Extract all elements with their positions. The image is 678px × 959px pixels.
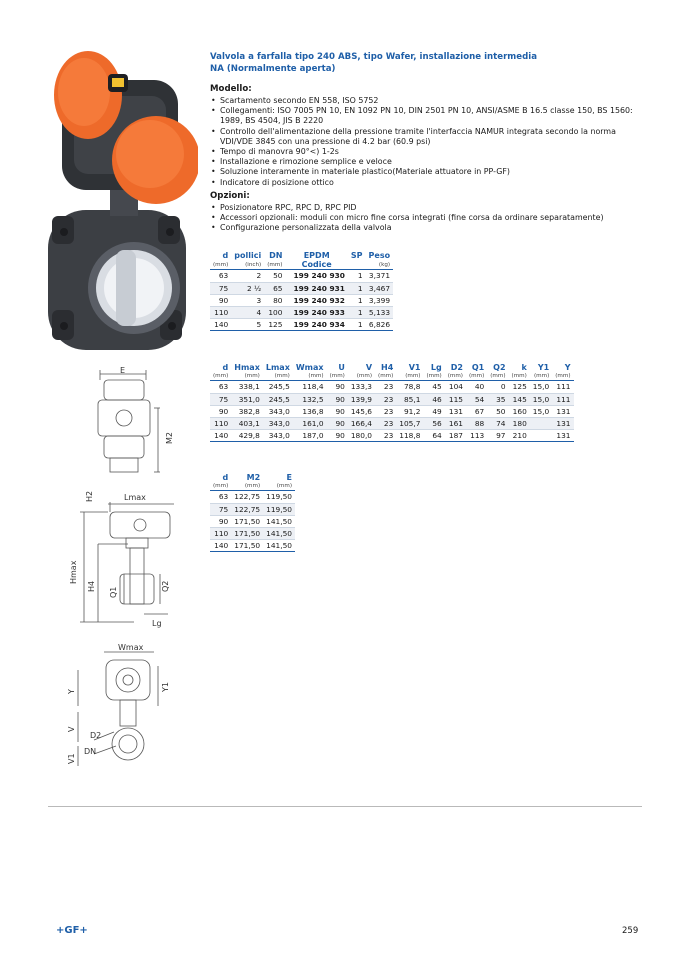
unit-cell: (mm) <box>327 373 348 381</box>
table-cell: 85,1 <box>396 393 423 405</box>
label-H4: H4 <box>87 580 96 592</box>
table-cell: 245,5 <box>263 393 293 405</box>
table-cell: 63 <box>210 381 231 393</box>
table-cell: 119,50 <box>263 503 295 515</box>
column-header: d <box>222 363 229 373</box>
list-item: • Tempo di manovra 90°<) 1-2s <box>210 147 640 157</box>
content-column <box>210 52 640 552</box>
table-cell: 429,8 <box>231 430 263 442</box>
label-DN: DN <box>84 747 97 756</box>
table-cell: 3 <box>231 294 264 306</box>
unit-cell: (mm) <box>210 373 231 381</box>
illustrations-column <box>48 40 198 776</box>
list-item: • Posizionatore RPC, RPC D, RPC PID <box>210 203 640 213</box>
table-cell: 75 <box>210 282 231 294</box>
table-cell: 4 <box>231 307 264 319</box>
table-cell: 111 <box>552 381 573 393</box>
table-cell: 119,50 <box>263 491 295 503</box>
table-cell: 187 <box>445 430 466 442</box>
column-header: SP <box>350 251 363 261</box>
table-cell: 50 <box>264 270 285 282</box>
table-cell: 171,50 <box>231 515 263 527</box>
table-cell: 122,75 <box>231 491 263 503</box>
label-Q1: Q1 <box>109 586 118 598</box>
table-cell: 343,0 <box>263 418 293 430</box>
column-header: H4 <box>381 363 394 373</box>
unit-cell: (mm) <box>210 483 231 491</box>
product-title <box>210 52 640 75</box>
column-header: V <box>365 363 373 373</box>
list-item: • Scartamento secondo EN 558, ISO 5752 <box>210 96 640 106</box>
table-cell: 3,467 <box>366 282 394 294</box>
unit-cell: (mm) <box>396 373 423 381</box>
table-cell: 1 <box>348 294 366 306</box>
column-header: DN <box>269 251 283 261</box>
table-cell: 166,4 <box>348 418 375 430</box>
table-row <box>210 294 393 306</box>
table-row <box>210 393 574 405</box>
column-header: pollici <box>234 251 262 261</box>
table-cell: 171,50 <box>231 528 263 540</box>
label-Y: Y <box>67 689 76 694</box>
table-cell: 90 <box>327 430 348 442</box>
table-cell: 5,133 <box>366 307 394 319</box>
table-cell: 110 <box>210 307 231 319</box>
table-cell: 118,8 <box>396 430 423 442</box>
table-cell: 23 <box>375 430 396 442</box>
table-cell: 63 <box>210 270 231 282</box>
table-row <box>210 491 295 503</box>
label-V: V <box>67 726 76 732</box>
table-row <box>210 430 574 442</box>
table-cell: 40 <box>466 381 487 393</box>
table-cell: 63 <box>210 491 231 503</box>
table-cell: 91,2 <box>396 405 423 417</box>
unit-cell: (mm) <box>552 373 573 381</box>
table-cell: 245,5 <box>263 381 293 393</box>
table-cell: 1 <box>348 319 366 331</box>
table-cell: 1 <box>348 282 366 294</box>
dimensions-table <box>210 363 574 442</box>
unit-cell: (mm) <box>348 373 375 381</box>
label-M2: M2 <box>165 432 174 444</box>
table-cell: 199 240 931 <box>285 282 347 294</box>
unit-cell: (kg) <box>366 261 394 270</box>
table-cell: 90 <box>327 381 348 393</box>
table-cell: 113 <box>466 430 487 442</box>
table-row <box>210 418 574 430</box>
table-cell: 100 <box>264 307 285 319</box>
table-row <box>210 540 295 552</box>
table-cell: 140 <box>210 430 231 442</box>
list-item: • Soluzione interamente in materiale plastico(Materiale attuatore in PP-GF) <box>210 167 640 177</box>
m2-e-table-body <box>210 491 295 552</box>
table-cell: 131 <box>445 405 466 417</box>
table-cell: 118,4 <box>293 381 327 393</box>
table-cell: 5 <box>231 319 264 331</box>
table-cell: 343,0 <box>263 430 293 442</box>
table-cell: 110 <box>210 528 231 540</box>
table-cell: 1 <box>348 307 366 319</box>
label-E: E <box>120 366 126 375</box>
table-cell: 78,8 <box>396 381 423 393</box>
table-cell: 145 <box>509 393 530 405</box>
table-cell: 160 <box>509 405 530 417</box>
table-cell: 180,0 <box>348 430 375 442</box>
unit-cell: (mm) <box>293 373 327 381</box>
table-cell: 115 <box>445 393 466 405</box>
table-cell: 141,50 <box>263 528 295 540</box>
list-item: • Accessori opzionali: moduli con micro fine corsa integrati (fine corsa da ordinare separatamente) <box>210 213 640 223</box>
table-cell: 65 <box>264 282 285 294</box>
table-cell: 141,50 <box>263 540 295 552</box>
table-row <box>210 282 393 294</box>
table-cell: 199 240 930 <box>285 270 347 282</box>
table-cell: 15,0 <box>530 405 552 417</box>
table-cell: 140 <box>210 319 231 331</box>
list-item: • Configurazione personalizzata della valvola <box>210 223 640 233</box>
table-cell: 110 <box>210 418 231 430</box>
table-cell: 3,399 <box>366 294 394 306</box>
modello-list <box>210 96 640 188</box>
list-item: • Indicatore di posizione ottico <box>210 178 640 188</box>
table-cell: 54 <box>466 393 487 405</box>
table-row <box>210 515 295 527</box>
unit-cell: (mm) <box>375 373 396 381</box>
table-row <box>210 270 393 282</box>
table-cell: 1 <box>348 270 366 282</box>
title-line-2: NA (Normalmente aperta) <box>210 63 336 74</box>
table-cell: 2 ½ <box>231 282 264 294</box>
label-Wmax: Wmax <box>118 643 144 652</box>
table-cell: 23 <box>375 405 396 417</box>
table-cell: 210 <box>509 430 530 442</box>
table-cell: 180 <box>509 418 530 430</box>
modello-heading: Modello: <box>210 84 252 94</box>
page-number: 259 <box>622 926 639 936</box>
dimension-drawing-top <box>48 642 198 772</box>
unit-cell: (mm) <box>466 373 487 381</box>
opzioni-heading: Opzioni: <box>210 190 250 201</box>
table-cell: 125 <box>509 381 530 393</box>
table-cell: 111 <box>552 393 573 405</box>
table-cell: 88 <box>466 418 487 430</box>
unit-cell <box>348 261 366 270</box>
unit-cell: (mm) <box>487 373 508 381</box>
table-cell: 136,8 <box>293 405 327 417</box>
list-item: • Controllo dell'alimentazione della pressione tramite l'interfaccia NAMUR integrata secondo la norma VDI/VDE 3845 con una pressione di 4.2 bar (60.9 psi) <box>210 127 640 147</box>
table-cell: 199 240 933 <box>285 307 347 319</box>
table-cell: 6,826 <box>366 319 394 331</box>
unit-cell: (inch) <box>231 261 264 270</box>
table-cell: 23 <box>375 381 396 393</box>
footer-divider <box>48 806 642 807</box>
table-cell: 131 <box>552 430 573 442</box>
label-H2: H2 <box>85 490 94 502</box>
table-cell: 403,1 <box>231 418 263 430</box>
table-cell: 131 <box>552 418 573 430</box>
table-row <box>210 307 393 319</box>
unit-cell: (mm) <box>530 373 552 381</box>
column-header: Lg <box>430 363 442 373</box>
table-cell: 80 <box>264 294 285 306</box>
table-cell: 122,75 <box>231 503 263 515</box>
table-row <box>210 319 393 331</box>
table-cell: 141,50 <box>263 515 295 527</box>
table-cell: 104 <box>445 381 466 393</box>
table-cell: 64 <box>423 430 444 442</box>
table-cell: 49 <box>423 405 444 417</box>
table-cell: 75 <box>210 503 231 515</box>
label-Q2: Q2 <box>161 580 170 592</box>
gf-logo: +GF+ <box>56 925 88 936</box>
table-cell: 15,0 <box>530 381 552 393</box>
list-item: • Collegamenti: ISO 7005 PN 10, EN 1092 PN 10, DIN 2501 PN 10, ANSI/ASME B 16.5 classe 150, BS 1560: 1989, BS 4504, JIS B 2220 <box>210 106 640 126</box>
table-cell <box>530 418 552 430</box>
column-header: M2 <box>246 473 261 483</box>
table-cell: 125 <box>264 319 285 331</box>
column-header: d <box>222 251 229 261</box>
table-cell: 199 240 932 <box>285 294 347 306</box>
table-cell: 2 <box>231 270 264 282</box>
table-cell: 90 <box>327 393 348 405</box>
table-cell: 199 240 934 <box>285 319 347 331</box>
unit-cell: (mm) <box>231 373 263 381</box>
table-cell: 351,0 <box>231 393 263 405</box>
table-cell: 171,50 <box>231 540 263 552</box>
table-cell: 90 <box>210 294 231 306</box>
table-cell <box>530 430 552 442</box>
table-cell: 56 <box>423 418 444 430</box>
unit-cell: (mm) <box>210 261 231 270</box>
table-cell: 35 <box>487 393 508 405</box>
table-cell: 131 <box>552 405 573 417</box>
column-header: Lmax <box>265 363 290 373</box>
unit-cell: (mm) <box>263 483 295 491</box>
table-cell: 23 <box>375 393 396 405</box>
table-cell: 90 <box>327 405 348 417</box>
label-Lmax: Lmax <box>124 493 146 502</box>
codes-table-body <box>210 270 393 331</box>
column-subheader: Codice <box>285 261 347 270</box>
table-cell: 90 <box>327 418 348 430</box>
column-header: E <box>286 473 293 483</box>
table-cell: 187,0 <box>293 430 327 442</box>
table-row <box>210 503 295 515</box>
table-cell: 105,7 <box>396 418 423 430</box>
label-Y1: Y1 <box>161 682 170 692</box>
unit-cell: (mm) <box>509 373 530 381</box>
column-header: D2 <box>450 363 463 373</box>
table-cell: 0 <box>487 381 508 393</box>
column-header: k <box>521 363 527 373</box>
opzioni-list <box>210 203 640 234</box>
unit-cell: (mm) <box>263 373 293 381</box>
column-header: U <box>338 363 345 373</box>
table-cell: 45 <box>423 381 444 393</box>
table-cell: 3,371 <box>366 270 394 282</box>
product-photo <box>48 40 198 360</box>
column-header: V1 <box>408 363 421 373</box>
label-Hmax: Hmax <box>69 560 78 584</box>
table-cell: 382,8 <box>231 405 263 417</box>
table-cell: 139,9 <box>348 393 375 405</box>
label-Lg: Lg <box>152 619 162 628</box>
column-header: EPDM <box>303 251 330 261</box>
list-item: • Installazione e rimozione semplice e veloce <box>210 157 640 167</box>
column-header: Hmax <box>234 363 260 373</box>
column-header: Peso <box>368 251 391 261</box>
table-row <box>210 405 574 417</box>
label-V1: V1 <box>67 753 76 764</box>
table-cell: 74 <box>487 418 508 430</box>
unit-cell: (mm) <box>264 261 285 270</box>
table-cell: 97 <box>487 430 508 442</box>
table-cell: 50 <box>487 405 508 417</box>
m2-e-table <box>210 473 295 552</box>
table-cell: 140 <box>210 540 231 552</box>
table-cell: 338,1 <box>231 381 263 393</box>
column-header: Wmax <box>295 363 324 373</box>
table-cell: 15,0 <box>530 393 552 405</box>
column-header: Y1 <box>537 363 550 373</box>
table-cell: 46 <box>423 393 444 405</box>
column-header: Q1 <box>471 363 485 373</box>
table-cell: 161 <box>445 418 466 430</box>
table-cell: 67 <box>466 405 487 417</box>
title-line-1: Valvola a farfalla tipo 240 ABS, tipo Wafer, installazione intermedia <box>210 52 537 62</box>
table-cell: 90 <box>210 515 231 527</box>
unit-cell: (mm) <box>445 373 466 381</box>
table-row <box>210 381 574 393</box>
column-header: Q2 <box>493 363 506 373</box>
table-cell: 90 <box>210 405 231 417</box>
table-cell: 343,0 <box>263 405 293 417</box>
dimension-drawing-front <box>48 364 198 484</box>
column-header: Y <box>564 363 571 373</box>
dimension-drawing-side <box>48 488 198 638</box>
label-D2: D2 <box>90 731 102 740</box>
unit-cell: (mm) <box>231 483 263 491</box>
unit-cell: (mm) <box>423 373 444 381</box>
column-header: d <box>222 473 229 483</box>
codes-table <box>210 251 393 331</box>
dimensions-table-body <box>210 381 574 442</box>
table-cell: 145,6 <box>348 405 375 417</box>
table-cell: 132,5 <box>293 393 327 405</box>
table-cell: 161,0 <box>293 418 327 430</box>
table-cell: 75 <box>210 393 231 405</box>
table-cell: 133,3 <box>348 381 375 393</box>
table-row <box>210 528 295 540</box>
table-cell: 23 <box>375 418 396 430</box>
